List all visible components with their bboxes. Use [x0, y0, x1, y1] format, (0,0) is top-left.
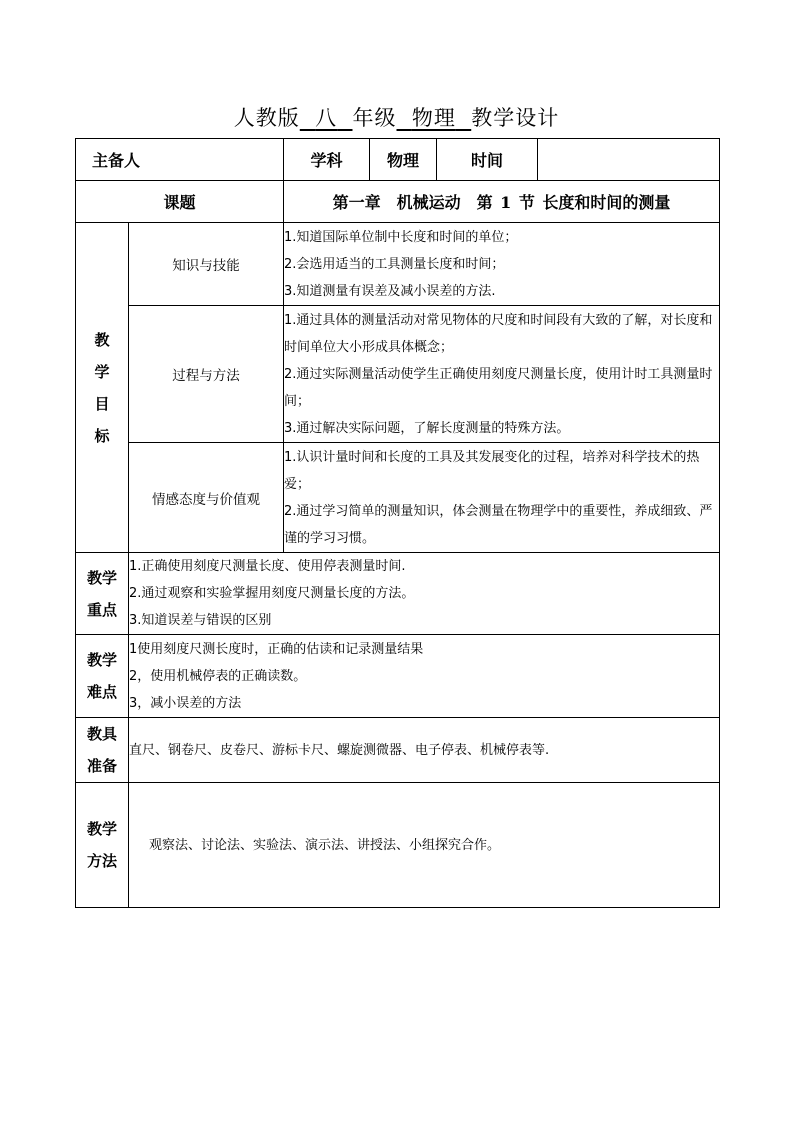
methods-row — [76, 783, 720, 908]
subject-value: 物理 — [370, 139, 437, 181]
title-subject: 物理 — [411, 106, 456, 130]
lesson-plan-table — [75, 138, 720, 908]
lesson-label: 课题 — [76, 181, 284, 223]
methods-content: 观察法、讨论法、实验法、演示法、讲授法、小组探究合作。 — [129, 783, 720, 908]
difficulties-row — [76, 635, 720, 718]
time-value[interactable] — [538, 139, 720, 181]
title-grade: 八 — [315, 106, 338, 130]
header-row — [76, 139, 720, 181]
objective-knowledge-row — [76, 223, 720, 306]
title-doc-type: 教学设计 — [471, 106, 560, 130]
knowledge-skills-label: 知识与技能 — [129, 223, 284, 306]
time-label: 时间 — [437, 139, 538, 181]
title-grade-suffix: 年级 — [352, 106, 397, 130]
difficulties-content: 1使用刻度尺测长度时，正确的估读和记录测量结果 2，使用机械停表的正确读数。 3，减小误差的方法 — [129, 635, 720, 718]
key-points-row — [76, 553, 720, 635]
attitude-values-content: 1.认识计量时间和长度的工具及其发展变化的过程，培养对科学技术的热爱； 2.通过学习简单的测量知识，体会测量在物理学中的重要性，养成细致、严谨的学习习惯。 — [284, 443, 720, 553]
knowledge-skills-content: 1.知道国际单位制中长度和时间的单位； 2.会选用适当的工具测量长度和时间； 3.知道测量有误差及减小误差的方法. — [284, 223, 720, 306]
objective-attitude-row — [76, 443, 720, 553]
tools-content: 直尺、钢卷尺、皮卷尺、游标卡尺、螺旋测微器、电子停表、机械停表等. — [129, 718, 720, 783]
attitude-values-label: 情感态度与价值观 — [129, 443, 284, 553]
objectives-label: 教 学 目 标 — [76, 223, 129, 553]
subject-label: 学科 — [284, 139, 370, 181]
process-methods-label: 过程与方法 — [129, 306, 284, 443]
process-methods-content: 1.通过具体的测量活动对常见物体的尺度和时间段有大致的了解，对长度和时间单位大小形成具体概念； 2.通过实际测量活动使学生正确使用刻度尺测量长度，使用计时工具测量时间； 3.通过解决实际问题，了解长度测量的特殊方法。 — [284, 306, 720, 443]
lead-teacher-label: 主备人 — [76, 139, 284, 181]
key-points-label: 教学 重点 — [76, 553, 129, 635]
document-title — [0, 102, 793, 132]
lesson-row — [76, 181, 720, 223]
tools-label: 教具 准备 — [76, 718, 129, 783]
methods-label: 教学 方法 — [76, 783, 129, 908]
tools-row — [76, 718, 720, 783]
lesson-title: 第一章 机械运动 第 1 节 长度和时间的测量 — [284, 181, 720, 223]
difficulties-label: 教学 难点 — [76, 635, 129, 718]
title-publisher: 人教版 — [233, 106, 300, 130]
key-points-content: 1.正确使用刻度尺测量长度、使用停表测量时间. 2.通过观察和实验掌握用刻度尺测量长度的方法。 3.知道误差与错误的区别 — [129, 553, 720, 635]
objective-process-row — [76, 306, 720, 443]
